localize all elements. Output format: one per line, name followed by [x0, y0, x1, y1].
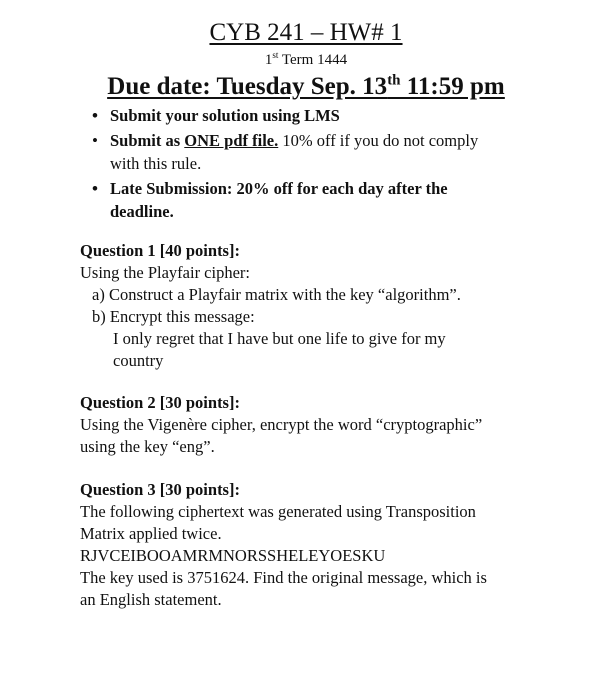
due-date — [0, 72, 612, 102]
instruction-late: • Late Submission: 20% off for each day after the deadline. — [84, 177, 534, 223]
question-2-title: Question 2 [30 points]: — [80, 393, 240, 412]
instruction-lms: • Submit your solution using LMS — [84, 104, 534, 127]
term-sup: st — [272, 50, 279, 60]
question-3-text: The following ciphertext was generated using Transposition — [80, 502, 476, 521]
term-line — [0, 51, 612, 69]
question-1-part-a: a) Construct a Playfair matrix with the key “algorithm”. — [92, 285, 461, 304]
question-1-title: Question 1 [40 points]: — [80, 241, 240, 260]
question-2-text-cont: using the key “eng”. — [80, 437, 215, 456]
course-title: CYB 241 – HW# 1 — [209, 19, 403, 46]
question-3-key-cont: an English statement. — [80, 590, 222, 609]
question-1-intro: Using the Playfair cipher: — [80, 263, 250, 282]
question-3 — [80, 479, 550, 611]
term-ordinal: 1 — [264, 52, 273, 68]
question-3-title: Question 3 [30 points]: — [80, 480, 240, 499]
question-2 — [80, 392, 550, 458]
question-3-text-cont: Matrix applied twice. — [80, 524, 222, 543]
due-date-underlined: Due date: Tuesday Sep. 13th 11:59 pm — [107, 72, 505, 100]
question-3-key: The key used is 3751624. Find the original message, which is — [80, 568, 487, 587]
question-3-ciphertext: RJVCEIBOOAMRMNORSSHELEYOESKU — [80, 546, 386, 565]
instructions-list — [84, 104, 534, 225]
question-2-text: Using the Vigenère cipher, encrypt the word “cryptographic” — [80, 415, 483, 434]
question-1-part-b: b) Encrypt this message: — [92, 307, 255, 326]
question-1 — [80, 240, 550, 372]
term-rest: Term 1444 — [278, 52, 348, 68]
question-1-message-cont: country — [113, 351, 164, 370]
question-1-message: I only regret that I have but one life to give for my — [113, 329, 446, 348]
instruction-pdf: • Submit as ONE pdf file. 10% off if you do not comply with this rule. — [84, 129, 534, 175]
